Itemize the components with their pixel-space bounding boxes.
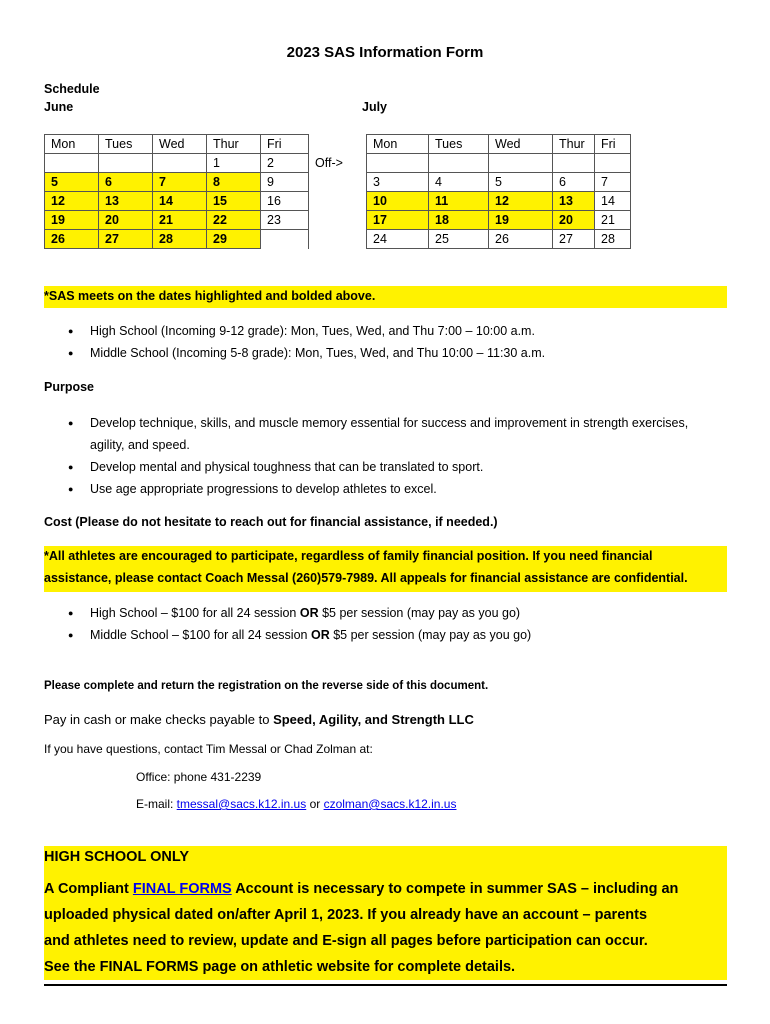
- july-date-cell: 11: [429, 192, 489, 211]
- july-label: July: [362, 100, 388, 114]
- june-date-cell: 6: [99, 173, 153, 192]
- june-day-header: Wed: [153, 135, 207, 154]
- june-day-header: Thur: [207, 135, 261, 154]
- june-date-cell: 5: [45, 173, 99, 192]
- june-date-cell: 27: [99, 230, 153, 249]
- calendar-gap: [309, 173, 367, 192]
- july-date-cell: 5: [489, 173, 553, 192]
- july-date-cell: 7: [595, 173, 631, 192]
- document-title: 2023 SAS Information Form: [286, 44, 484, 61]
- email-link-messal[interactable]: tmessal@sacs.k12.in.us: [176, 797, 307, 811]
- july-date-cell: 14: [595, 192, 631, 211]
- list-item: ● Middle School (Incoming 5-8 grade): Mon, Tues, Wed, and Thu 10:00 – 11:30 a.m.: [44, 342, 727, 364]
- july-day-header: Thur: [553, 135, 595, 154]
- june-date-cell: 9: [261, 173, 309, 192]
- hs-line-2: uploaded physical dated on/after April 1, 2023. If you already have an account – parents: [44, 907, 648, 923]
- july-date-cell: 19: [489, 211, 553, 230]
- hs-heading: HIGH SCHOOL ONLY: [44, 849, 190, 865]
- list-item: ● Develop technique, skills, and muscle memory essential for success and improvement in strength exercises, agility, and speed.: [44, 412, 704, 456]
- cost-list: [44, 602, 727, 646]
- june-date-cell: 20: [99, 211, 153, 230]
- times-list: [44, 320, 727, 364]
- company-name: Speed, Agility, and Strength LLC: [273, 712, 474, 727]
- june-date-cell: [261, 230, 309, 249]
- schedule-label: Schedule: [44, 82, 100, 96]
- calendar-gap: [309, 192, 367, 211]
- june-date-cell: 22: [207, 211, 261, 230]
- calendar-row: [45, 230, 631, 249]
- june-date-cell: 26: [45, 230, 99, 249]
- july-date-cell: 18: [429, 211, 489, 230]
- sas-note: *SAS meets on the dates highlighted and bolded above.: [44, 289, 376, 303]
- questions-line: If you have questions, contact Tim Messal or Chad Zolman at:: [44, 742, 373, 756]
- july-date-cell: 17: [367, 211, 429, 230]
- july-date-cell: 6: [553, 173, 595, 192]
- june-day-header: Tues: [99, 135, 153, 154]
- cost-heading: Cost (Please do not hesitate to reach out for financial assistance, if needed.): [44, 515, 498, 529]
- july-date-cell: 10: [367, 192, 429, 211]
- july-date-cell: [553, 154, 595, 173]
- june-date-cell: 1: [207, 154, 261, 173]
- july-date-cell: 4: [429, 173, 489, 192]
- june-date-cell: 29: [207, 230, 261, 249]
- july-date-cell: 12: [489, 192, 553, 211]
- june-date-cell: [153, 154, 207, 173]
- june-date-cell: 23: [261, 211, 309, 230]
- june-date-cell: 12: [45, 192, 99, 211]
- financial-line-2: assistance, please contact Coach Messal (260)579-7989. All appeals for financial assistance are confidential.: [44, 571, 688, 585]
- june-date-cell: 21: [153, 211, 207, 230]
- calendar-row: [45, 154, 631, 173]
- calendar-row: [45, 173, 631, 192]
- list-item: ● Middle School – $100 for all 24 session OR $5 per session (may pay as you go): [44, 624, 727, 646]
- email-line: E-mail: tmessal@sacs.k12.in.us or czolman@sacs.k12.in.us: [136, 797, 457, 811]
- calendar-header-row: [45, 135, 631, 154]
- off-label: Off->: [309, 154, 367, 173]
- pay-line: Pay in cash or make checks payable to Speed, Agility, and Strength LLC: [44, 712, 474, 727]
- june-date-cell: 14: [153, 192, 207, 211]
- july-date-cell: 20: [553, 211, 595, 230]
- july-date-cell: 28: [595, 230, 631, 249]
- july-date-cell: 3: [367, 173, 429, 192]
- list-item: ● Use age appropriate progressions to develop athletes to excel.: [44, 478, 704, 500]
- purpose-list: [44, 412, 704, 500]
- june-date-cell: 7: [153, 173, 207, 192]
- purpose-heading: Purpose: [44, 380, 95, 394]
- june-date-cell: 15: [207, 192, 261, 211]
- june-date-cell: [45, 154, 99, 173]
- june-date-cell: 19: [45, 211, 99, 230]
- july-date-cell: 27: [553, 230, 595, 249]
- july-date-cell: 25: [429, 230, 489, 249]
- calendar-gap: [309, 135, 367, 154]
- july-date-cell: 24: [367, 230, 429, 249]
- july-date-cell: [429, 154, 489, 173]
- office-phone: Office: phone 431-2239: [136, 770, 262, 784]
- june-day-header: Mon: [45, 135, 99, 154]
- list-item: ● Develop mental and physical toughness that can be translated to sport.: [44, 456, 704, 478]
- july-date-cell: [489, 154, 553, 173]
- calendar-row: [45, 211, 631, 230]
- calendar-row: [45, 192, 631, 211]
- schedule-calendar: [44, 134, 631, 249]
- june-day-header: Fri: [261, 135, 309, 154]
- july-date-cell: [595, 154, 631, 173]
- list-item: ● High School (Incoming 9-12 grade): Mon, Tues, Wed, and Thu 7:00 – 10:00 a.m.: [44, 320, 727, 342]
- financial-line-1: *All athletes are encouraged to participate, regardless of family financial position. If you need financial: [44, 549, 653, 563]
- june-label: June: [44, 100, 74, 114]
- hs-line-1: A Compliant FINAL FORMS Account is necessary to compete in summer SAS – including an: [44, 881, 679, 897]
- divider-line: [44, 984, 727, 986]
- hs-line-3: and athletes need to review, update and E-sign all pages before participation can occur.: [44, 933, 648, 949]
- email-link-zolman[interactable]: czolman@sacs.k12.in.us: [323, 797, 457, 811]
- july-date-cell: [367, 154, 429, 173]
- final-forms-link[interactable]: FINAL FORMS: [132, 881, 232, 897]
- list-item: ● High School – $100 for all 24 session OR $5 per session (may pay as you go): [44, 602, 727, 624]
- registration-note: Please complete and return the registration on the reverse side of this document.: [44, 680, 489, 692]
- calendar-gap: [309, 211, 367, 230]
- july-date-cell: 21: [595, 211, 631, 230]
- calendar-gap: [309, 230, 367, 249]
- june-date-cell: 16: [261, 192, 309, 211]
- july-date-cell: 13: [553, 192, 595, 211]
- july-day-header: Tues: [429, 135, 489, 154]
- june-date-cell: 13: [99, 192, 153, 211]
- july-day-header: Fri: [595, 135, 631, 154]
- june-date-cell: [99, 154, 153, 173]
- june-date-cell: 28: [153, 230, 207, 249]
- june-date-cell: 2: [261, 154, 309, 173]
- june-date-cell: 8: [207, 173, 261, 192]
- july-day-header: Wed: [489, 135, 553, 154]
- july-date-cell: 26: [489, 230, 553, 249]
- july-day-header: Mon: [367, 135, 429, 154]
- hs-line-4: See the FINAL FORMS page on athletic website for complete details.: [44, 959, 516, 975]
